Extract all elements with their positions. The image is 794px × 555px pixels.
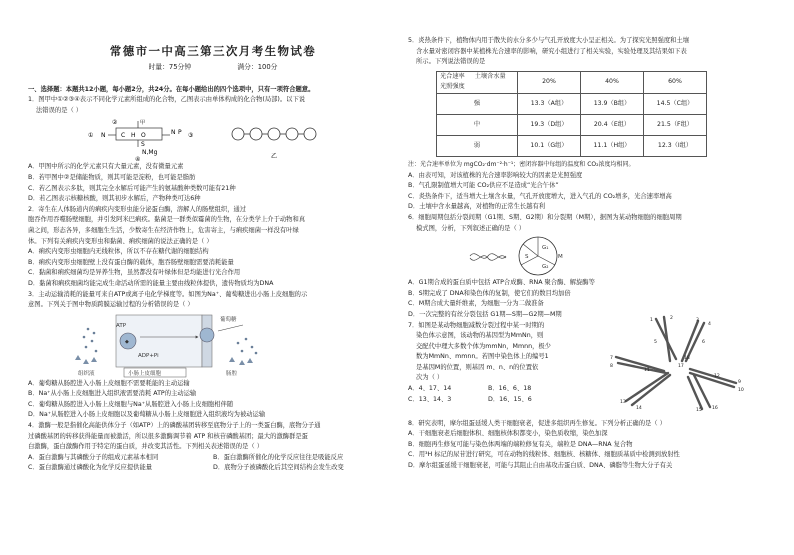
- q1-figure: [28, 116, 398, 162]
- q7-stem-line: 数为MmNn、mmnn。若图中染色体上的编号1: [416, 353, 549, 361]
- label-c: C: [121, 132, 126, 140]
- q5-stem-line: 含水量对密闭容器中某植株光合速率的影响，研究小组进行了相关实验，实验处理及其结果如下表: [416, 47, 687, 55]
- q6-option-b: B．S期完成了 DNA和染色体的复制，使它们的数目均加倍: [408, 289, 571, 297]
- q7-option-d: D．16、15、6: [488, 395, 532, 403]
- table-row: [437, 135, 707, 156]
- svg-text:1: 1: [650, 317, 653, 323]
- q8-option-d: D．摩尔组蛋延缓干细胞衰老，可能与其阻止自由基攻击蛋白质、DNA、磷脂等生物大分子有关: [408, 461, 673, 469]
- q7-stem-line: 交配代中理大多数个体为mmNn，Mmnn，极少: [416, 342, 551, 350]
- q6-option-c: C．M期合成大量纤维素，为细胞一分为二做准备: [408, 300, 544, 308]
- label-h: H: [131, 132, 136, 140]
- table-row-label: 强: [437, 93, 518, 114]
- figure-jia: [88, 119, 193, 162]
- left-column: [28, 0, 398, 555]
- chromosome-x-shapes: [616, 317, 736, 409]
- q4-options-row-2: [28, 463, 398, 474]
- q3-option-a: A．葡萄糖从肠腔进入小肠上皮细胞不需要耗能的主动运输: [28, 379, 190, 387]
- label-epithelial-cell: 小肠上皮细胞: [128, 370, 162, 377]
- label-tissue-fluid: 组织液: [78, 370, 95, 377]
- table-cell: 13.9（B组）: [581, 93, 644, 114]
- question-5: [408, 36, 776, 213]
- table-cell: 11.1（H组）: [581, 135, 644, 156]
- table-cell: 21.5（F组）: [644, 114, 707, 135]
- label-circle-2: ②: [112, 119, 118, 127]
- label-jia: 甲: [140, 120, 146, 127]
- q2-stem-line: 胞吞作用吞噬肠壁细胞，并引发阿米巴痢疾。黏菌是一群类似霉菌的生物，在分类学上介于动物和真: [28, 216, 306, 224]
- q7-stem-line: 次为（ ）: [416, 374, 444, 382]
- q5-note: 注：光合速率单位为 mgCO₂·dm⁻²·h⁻¹；密闭容器中每组的温度和 CO₂浓度均相同。: [408, 160, 635, 168]
- q3-option-d: D．Na⁺从肠腔进入小肠上皮细胞以及葡萄糖从小肠上皮细胞进入组织液均为被动运输: [28, 411, 266, 419]
- q4-stem-line: 过磷酸基团的转移获得能量而被激活，所以很多激酶调节着 ATP 和核苷磷酸基团；最大的激酶群是蛋: [28, 432, 308, 440]
- q6-stem-line: 模式图，分析，下列叙述正确的是（ ）: [416, 224, 526, 232]
- q7-stem-line: 是基因M的位置，则基因 m、n、n的位置依: [416, 363, 539, 371]
- table-cell: 20.4（E组）: [581, 114, 644, 135]
- table-col-header: 20%: [518, 71, 581, 93]
- q3-stem-line: 意图。下列关于图中物质跨膜运输过程的分析错误的是（ ）: [28, 301, 194, 309]
- label-n-right: N: [171, 129, 176, 137]
- q8-stem-line: 8．研究表明，摩尔组蛋延缓人类干细胞衰老，促进多组织再生修复。下列分析正确的是（ ）: [408, 419, 666, 427]
- q4-stem-line: 4．激酶一般是指催化高能供体分子（如ATP）上的磷酸基团转移至底物分子上的一类蛋白酶，底物分子通: [28, 422, 321, 430]
- q6-option-d: D．一次完整的有丝分裂包括 G1期—S期—G2期—M期: [408, 310, 562, 318]
- q1-option-b: B．若甲图中②是储能物质，则其可能是淀粉，也可能是脂肪: [28, 173, 196, 181]
- q6-option-a: A．G1期合成的蛋白质中包括 ATP合成酶、RNA 聚合酶、解旋酶等: [408, 279, 595, 287]
- table-cell: 14.5（C组）: [644, 93, 707, 114]
- svg-text:15: 15: [696, 407, 702, 411]
- svg-text:17: 17: [678, 363, 684, 369]
- q7-option-c: C．13、14、3: [408, 395, 452, 403]
- q1-option-d: D．若乙图表示核糖核酸，则其初步水解后，产物种类可达6种: [28, 195, 201, 203]
- svg-text:16: 16: [712, 405, 718, 411]
- q4-option-b: B．蛋白激酶所催化的化学反应往往是吸能反应: [213, 453, 344, 461]
- question-4: [28, 421, 398, 474]
- corner-soil-water: 土壤含水量: [474, 72, 506, 80]
- q8-option-b: B．细胞再生修复可能与染色体两端的端粒修复有关，端粒是 DNA—RNA 复合物: [408, 440, 633, 448]
- svg-text:13: 13: [620, 399, 626, 405]
- table-col-header: 40%: [581, 71, 644, 93]
- table-row-label: 中: [437, 114, 518, 135]
- label-s: S: [525, 254, 529, 261]
- q2-option-c: C．黏菌和痢疾细菌均是异养生物，虽然都没有叶绿体但是均能进行光合作用: [28, 269, 241, 277]
- q5-option-d: D．土壤中含水量越高，对植物的正常生长越有利: [408, 203, 546, 211]
- right-column: [408, 0, 776, 555]
- q7-stem-line: 7．如图是某动物细胞减数分裂过程中某一时期的: [408, 321, 545, 329]
- chromosome-number-labels: [610, 315, 744, 411]
- q3-option-c: C．葡萄糖从肠腔进入小肠上皮细胞与Na⁺从肠腔进入小肠上皮细胞相伴随: [28, 400, 234, 408]
- label-n-left: N: [101, 132, 106, 140]
- question-6: [408, 213, 776, 321]
- table-cell: 12.3（I组）: [644, 135, 707, 156]
- q8-option-a: A．干细胞衰老后细胞体积、细胞核体积都变小，染色质收缩，染色加深: [408, 430, 608, 438]
- corner-photosynthesis: 光合速率: [440, 72, 465, 80]
- q5-stem-line: 5．炎热条件下，植物体内用于散失的水分多少与气孔开放度大小呈正相关。为了探究光照强度和土壤: [408, 37, 690, 44]
- q1-option-c: C．若乙图表示多肽，则其完全水解后可能产生的氨基酸种类数可能有21种: [28, 184, 236, 192]
- corner-light: 光照强度: [440, 83, 465, 91]
- label-g2: G₂: [542, 264, 549, 271]
- q4-options-row-1: [28, 453, 398, 464]
- q3-option-b: B．Na⁺从小肠上皮细胞进入组织液需要消耗 ATP的主动运输: [28, 390, 197, 398]
- svg-text:6: 6: [702, 339, 705, 345]
- table-cell: 19.3（D组）: [518, 114, 581, 135]
- q5-option-c: C．炎热条件下，适当增大土壤含水量，气孔开放度增大，进入气孔的 CO₂增多，光合速率增高: [408, 192, 672, 200]
- svg-text:3: 3: [696, 317, 699, 323]
- svg-text:9: 9: [738, 379, 741, 385]
- q5-data-table: [436, 71, 707, 157]
- question-3: [28, 290, 398, 422]
- question-8: [408, 419, 776, 472]
- q8-option-c: C．用³H 标记的尿苷进行研究，可在动物的线粒体、细胞核、核糖体、细胞质基质中检测到放射性: [408, 451, 680, 459]
- q5-stem-line: 所示。下列说法错误的是: [416, 58, 486, 66]
- label-circle-4: ④: [135, 156, 141, 163]
- q6-cell-cycle-figure: [408, 234, 776, 278]
- label-s: S: [141, 141, 145, 149]
- table-row: [437, 114, 707, 135]
- table-row-label: 弱: [437, 135, 518, 156]
- exam-time: 时量：75分钟: [148, 63, 192, 71]
- q2-option-d: D．黏菌和痢疾细菌均能完成生命活动所需的能量主要由线粒体提供，遗传物质均为DNA: [28, 279, 274, 287]
- label-o: O: [141, 132, 146, 140]
- svg-text:5: 5: [654, 339, 657, 345]
- label-p: P: [178, 129, 182, 137]
- label-m: M: [558, 254, 563, 261]
- q7-chromosome-figure: [586, 313, 776, 411]
- q7-option-b: B．16、6、18: [488, 385, 532, 393]
- table-row: [437, 93, 707, 114]
- svg-text:10: 10: [738, 387, 744, 393]
- q4-option-a: A．蛋白激酶与其磷酸分子的组成元素基本相同: [28, 453, 159, 461]
- q2-stem-line: 菌之间，形态各异，多细胞生生活，少数寄生在经济作物上，危害寄主，与痢疾细菌一样没有叶绿: [28, 226, 299, 234]
- label-yi: 乙: [271, 153, 278, 161]
- label-adp: ADP+Pi: [138, 352, 159, 359]
- q3-stem-line: 3．主动运输消耗的能量可来自ATP或离子电化学梯度等。如图为Na⁺、葡萄糖进出小肠上皮细胞的示: [28, 290, 308, 298]
- q1-option-a: A．甲图中所示的化学元素只有大量元素，没有微量元素: [28, 163, 184, 171]
- question-2: [28, 205, 398, 290]
- q2-option-b: B．痢疾内变形虫细胞壁上没有蛋白酶的载体，胞吞肠壁细胞需要消耗能量: [28, 258, 234, 266]
- q4-option-d: D．底物分子被磷酸化后其空间结构会发生改变: [213, 464, 344, 472]
- svg-text:14: 14: [636, 405, 642, 411]
- label-glucose: 葡萄糖: [220, 316, 237, 323]
- label-lumen: 肠腔: [226, 370, 238, 377]
- label-atp: ATP: [116, 322, 127, 329]
- label-g1: G₁: [542, 245, 549, 252]
- q4-stem-line: 白激酶，蛋白激酶作用于特定的蛋白质，并改变其活性。下列相关表述错误的是（ ）: [28, 443, 263, 451]
- svg-text:11: 11: [644, 367, 650, 373]
- q2-stem-line: 体。下列有关痢疾内变形虫和黏菌、痢疾细菌的说法正确的是（ ）: [28, 237, 213, 245]
- label-circle-1: ①: [88, 132, 94, 140]
- svg-text:4: 4: [708, 321, 711, 327]
- label-circle-3: ③: [188, 132, 194, 140]
- q5-option-a: A．由表可知，对该植株的光合速率影响较大的因素是光照强度: [408, 171, 583, 179]
- exam-meta: [28, 62, 398, 73]
- svg-text:2: 2: [670, 315, 673, 321]
- table-cell: 10.1（G组）: [518, 135, 581, 156]
- svg-text:7: 7: [610, 355, 613, 361]
- table-cell: 13.3（A组）: [518, 93, 581, 114]
- q7-stem-line: 染色体示意图，该动物的基因型为MmNn，则: [416, 332, 544, 340]
- exam-score: 满分：100分: [237, 63, 278, 71]
- q2-option-a: A．痢疾内变形虫细胞内无线粒体，所以不存在糖代谢的细胞结构: [28, 248, 209, 256]
- q3-figure: [28, 311, 398, 379]
- table-corner: [437, 71, 518, 93]
- section-heading: 一、选择题：本题共12小题，每小题2分，共24分。在每小题给出的四个选项中，只有一项符合题意。: [28, 85, 315, 93]
- exam-title: 常德市一中高三第三次月考生物试卷: [109, 44, 317, 58]
- q1-stem-line: 1．图甲中①②③④表示不同化学元素所组成的化合物，乙图表示由单体构成的化合物(局部)。以下说: [28, 96, 306, 104]
- svg-text:8: 8: [610, 363, 613, 369]
- svg-text:12: 12: [714, 373, 720, 379]
- svg-text:18: 18: [684, 355, 690, 361]
- q4-option-c: C．蛋白激酶通过磷酸化为化学反应提供能量: [28, 464, 153, 472]
- q1-stem-line: 法错误的是（ ）: [36, 106, 83, 114]
- q2-stem-line: 2．寄生在人体肠道内的痢疾内变形虫能分泌蛋白酶，溶解人的肠壁组织，通过: [28, 205, 247, 213]
- label-nmg: N,Mg: [142, 149, 158, 157]
- figure-yi-chain: [232, 128, 316, 140]
- table-col-header: 60%: [644, 71, 707, 93]
- q5-option-b: B．气孔限制值增大可能 CO₂供应不足造成“光合午休”: [408, 182, 559, 190]
- question-7: [408, 315, 776, 419]
- q6-stem-line: 6．细胞周期包括分裂间期（G1期、S期、G2期）和分裂期（M期），据图为某动物细胞的细胞周期: [408, 213, 682, 221]
- q7-option-a: A．4、17、14: [408, 385, 452, 393]
- atpase-icon: ◆: [125, 338, 129, 345]
- question-1: [28, 95, 398, 205]
